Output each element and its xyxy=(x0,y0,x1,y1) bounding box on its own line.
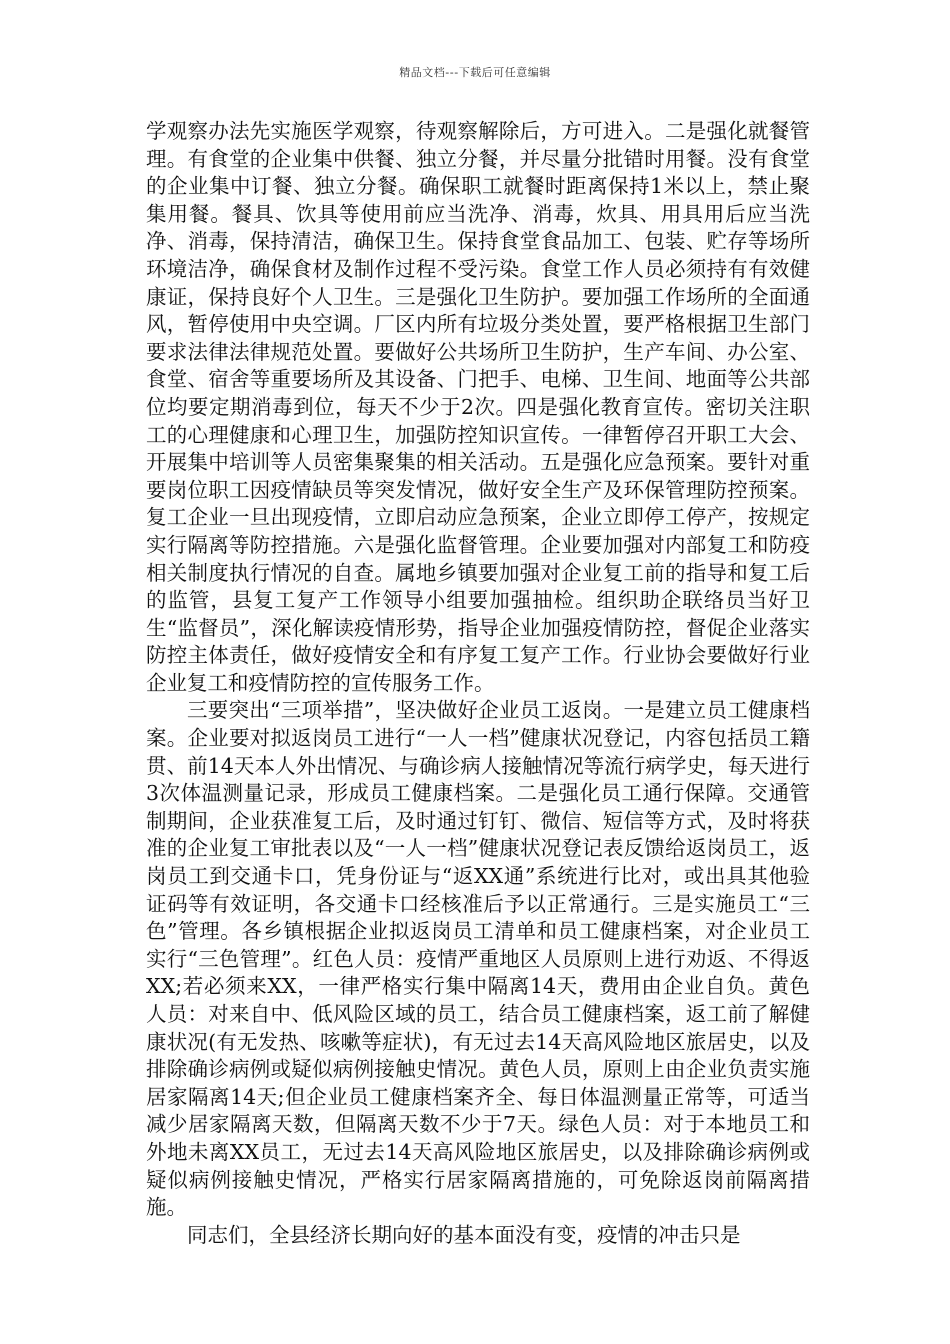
header-note: 精品文档---下载后可任意编辑 xyxy=(399,66,551,79)
paragraph-continued: 学观察办法先实施医学观察，待观察解除后，方可进入。二是强化就餐管理。有食堂的企业集中供餐、独立分餐，并尽量分批错时用餐。没有食堂的企业集中订餐、独立分餐。确保职工就餐时距离保持1米以上，禁止聚集用餐。餐具、饮具等使用前应当洗净、消毒，炊具、用具用后应当洗净、消毒，保持清洁，确保卫生。保持食堂食品加工、包装、贮存等场所环境洁净，确保食材及制作过程不受污染。食堂工作人员必须持有有效健康证，保持良好个人卫生。三是强化卫生防护。要加强工作场所的全面通风，暂停使用中央空调。厂区内所有垃圾分类处置，要严格根据卫生部门要求法律法律规范处置。要做好公共场所卫生防护，生产车间、办公室、食堂、宿舍等重要场所及其设备、门把手、电梯、卫生间、地面等公共部位均要定期消毒到位，每天不少于2次。四是强化教育宣传。密切关注职工的心理健康和心理卫生，加强防控知识宣传。一律暂停召开职工大会、开展集中培训等人员密集聚集的相关活动。五是强化应急预案。要针对重要岗位职工因疫情缺员等突发情况，做好安全生产及环保管理防控预案。复工企业一旦出现疫情，立即启动应急预案，企业立即停工停产，按规定实行隔离等防控措施。六是强化监督管理。企业要加强对内部复工和防疫相关制度执行情况的自查。属地乡镇要加强对企业复工前的指导和复工后的监管，县复工复产工作领导小组要加强抽检。组织助企联络员当好卫生“监督员”，深化解读疫情形势，指导企业加强疫情防控，督促企业落实防控主体责任，做好疫情安全和有序复工复产工作。行业协会要做好行业企业复工和疫情防控的宣传服务工作。 xyxy=(146,119,810,695)
paragraph-closing: 同志们，全县经济长期向好的基本面没有变，疫情的冲击只是 xyxy=(187,1222,741,1247)
document-body xyxy=(146,118,810,1249)
paragraph-three-measures: 三要突出“三项举措”，坚决做好企业员工返岗。一是建立员工健康档案。企业要对拟返岗员工进行“一人一档”健康状况登记，内容包括员工籍贯、前14天本人外出情况、与确诊病人接触情况等流行病学史，每天进行3次体温测量记录，形成员工健康档案。二是强化员工通行保障。交通管制期间，企业获准复工后，及时通过钉钉、微信、短信等方式，及时将获准的企业复工审批表以及“一人一档”健康状况登记表反馈给返岗员工，返岗员工到交通卡口，凭身份证与“返XX通”系统进行比对，或出具其他验证码等有效证明，各交通卡口经核准后予以正常通行。三是实施员工“三色”管理。各乡镇根据企业拟返岗员工清单和员工健康档案，对企业员工实行“三色管理”。红色人员：疫情严重地区人员原则上进行劝返、不得返XX;若必须来XX，一律严格实行集中隔离14天，费用由企业自负。黄色人员：对来自中、低风险区域的员工，结合员工健康档案，返工前了解健康状况(有无发热、咳嗽等症状)，有无过去14天高风险地区旅居史，以及排除确诊病例或疑似病例接触史情况。黄色人员，原则上由企业负责实施居家隔离14天;但企业员工健康档案齐全、每日体温测量正常等，可适当减少居家隔离天数，但隔离天数不少于7天。绿色人员：对于本地员工和外地未离XX员工，无过去14天高风险地区旅居史，以及排除确诊病例或疑似病例接触史情况，严格实行居家隔离措施的，可免除返岗前隔离措施。 xyxy=(146,698,810,1220)
